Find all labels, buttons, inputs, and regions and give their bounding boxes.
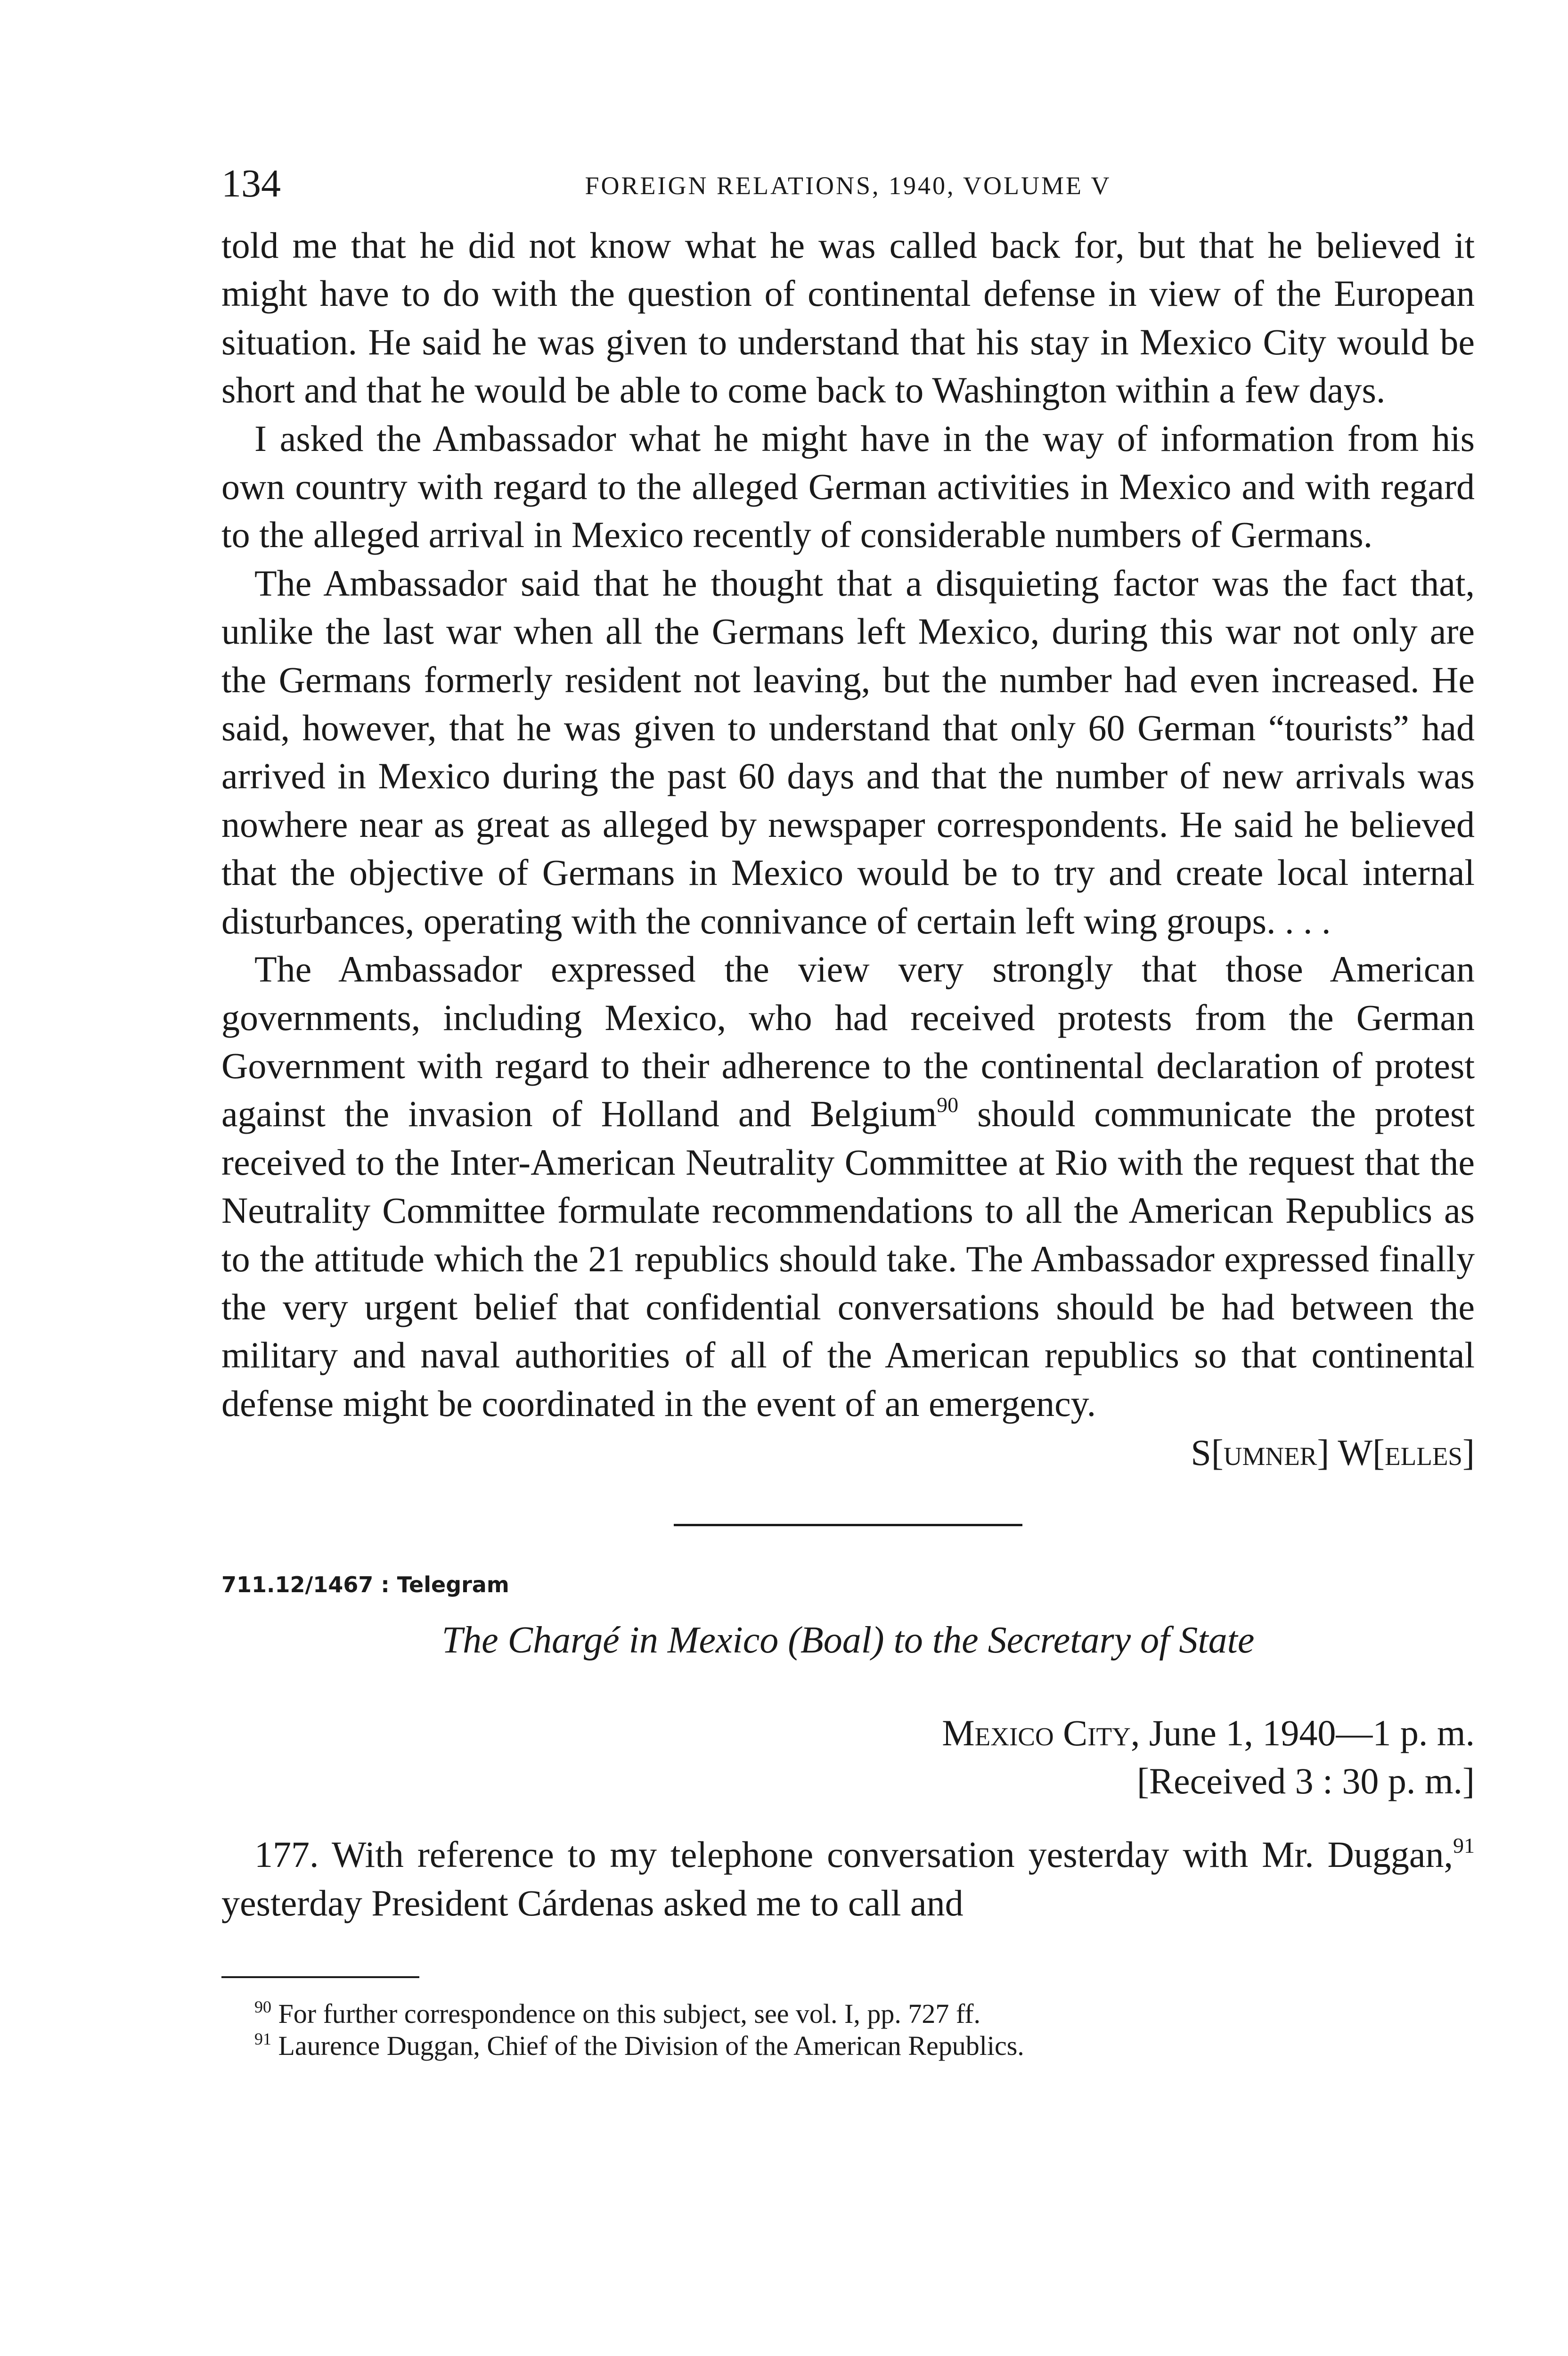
paragraph-text-part: yesterday President Cárdenas asked me to call and (221, 1882, 964, 1923)
paragraph-disquieting-factor: The Ambassador said that he thought that a disquieting factor was the fact that, unlike the last war when all the Germans left Mexico, during this war not only are the Germans formerly resident not leaving, but the number had even increased. He said, however, that he was given to understand that only 60 German “tourists” had arrived in Mexico during the past 60 days and that the number of new arrivals was nowhere near as great as alleged by newspaper correspondents. He said he believed that the objective of Germans in Mexico would be to try and create local internal disturbances, operating with the connivance of certain left wing groups. . . . (221, 562, 1475, 941)
paragraph-continuation: told me that he did not know what he was called back for, but that he believed it might have to do with the question of continental defense in view of the European situation. He said he was given to understand that his stay in Mexico City would be short and that he would be able to come back to Washington within a few days. (221, 225, 1475, 411)
telegram-body (221, 1831, 1475, 1927)
telegram-paragraph (221, 1831, 1475, 1927)
paragraph-ambassador-view (221, 945, 1475, 1428)
footnote-item (254, 2030, 1475, 2062)
dateline-date: , June 1, 1940—1 p. m. (1130, 1712, 1475, 1754)
footnote-item (254, 1998, 1475, 2030)
footnote-text: Laurence Duggan, Chief of the Division of the American Republics. (271, 2030, 1024, 2061)
paragraph-text-part: 177. With reference to my telephone conversation yesterday with Mr. Duggan, (254, 1834, 1453, 1875)
memorandum-body (221, 221, 1475, 1428)
file-reference: 711.12/1467 : Telegram (221, 1572, 509, 1598)
dateline-place: Mexico City (942, 1712, 1131, 1754)
document-page (221, 160, 1475, 2062)
received-line: [Received 3 : 30 p. m.] (1137, 1760, 1475, 1802)
page-header (221, 160, 1475, 212)
paragraph-text-part: The Ambassador expressed the view very strongly that those American governments, including Mexico, who had received protests from the German Government with regard to their adherence to the continental declaration of protest against the invasion of Holland and Belgium (221, 949, 1475, 1135)
document-title: The Chargé in Mexico (Boal) to the Secretary of State (441, 1620, 1255, 1661)
signature: S[umner] W[elles] (1191, 1432, 1475, 1473)
paragraph-information-request: I asked the Ambassador what he might have in the way of information from his own country with regard to the alleged German activities in Mexico and with regard to the alleged arrival in Mexico recently of considerable numbers of Germans. (221, 417, 1475, 556)
footnote-reference: 91 (1453, 1833, 1475, 1858)
footnote-reference: 90 (937, 1093, 959, 1117)
footnote-mark: 90 (254, 1997, 271, 2016)
section-divider (674, 1524, 1022, 1526)
footnote-text: For further correspondence on this subject, see vol. I, pp. 727 ff. (271, 1998, 980, 2029)
footnote-rule (221, 1976, 419, 1978)
running-head: FOREIGN RELATIONS, 1940, VOLUME V (585, 172, 1111, 200)
dateline (221, 1709, 1475, 1757)
footnote-mark: 91 (254, 2029, 271, 2048)
footnotes (221, 1998, 1475, 2062)
paragraph-text-part: should communicate the protest received to the Inter-American Neutrality Committee at Rio with the request that the Neutrality Committee formulate recommendations to all the American Republics as to the attitude which the 21 republics should take. The Ambassador expressed finally the very urgent belief that confidential conversations should be had between the military and naval authorities of all of the American republics so that continental defense might be coordinated in the event of an emergency. (221, 1093, 1475, 1424)
page-number: 134 (221, 162, 281, 205)
